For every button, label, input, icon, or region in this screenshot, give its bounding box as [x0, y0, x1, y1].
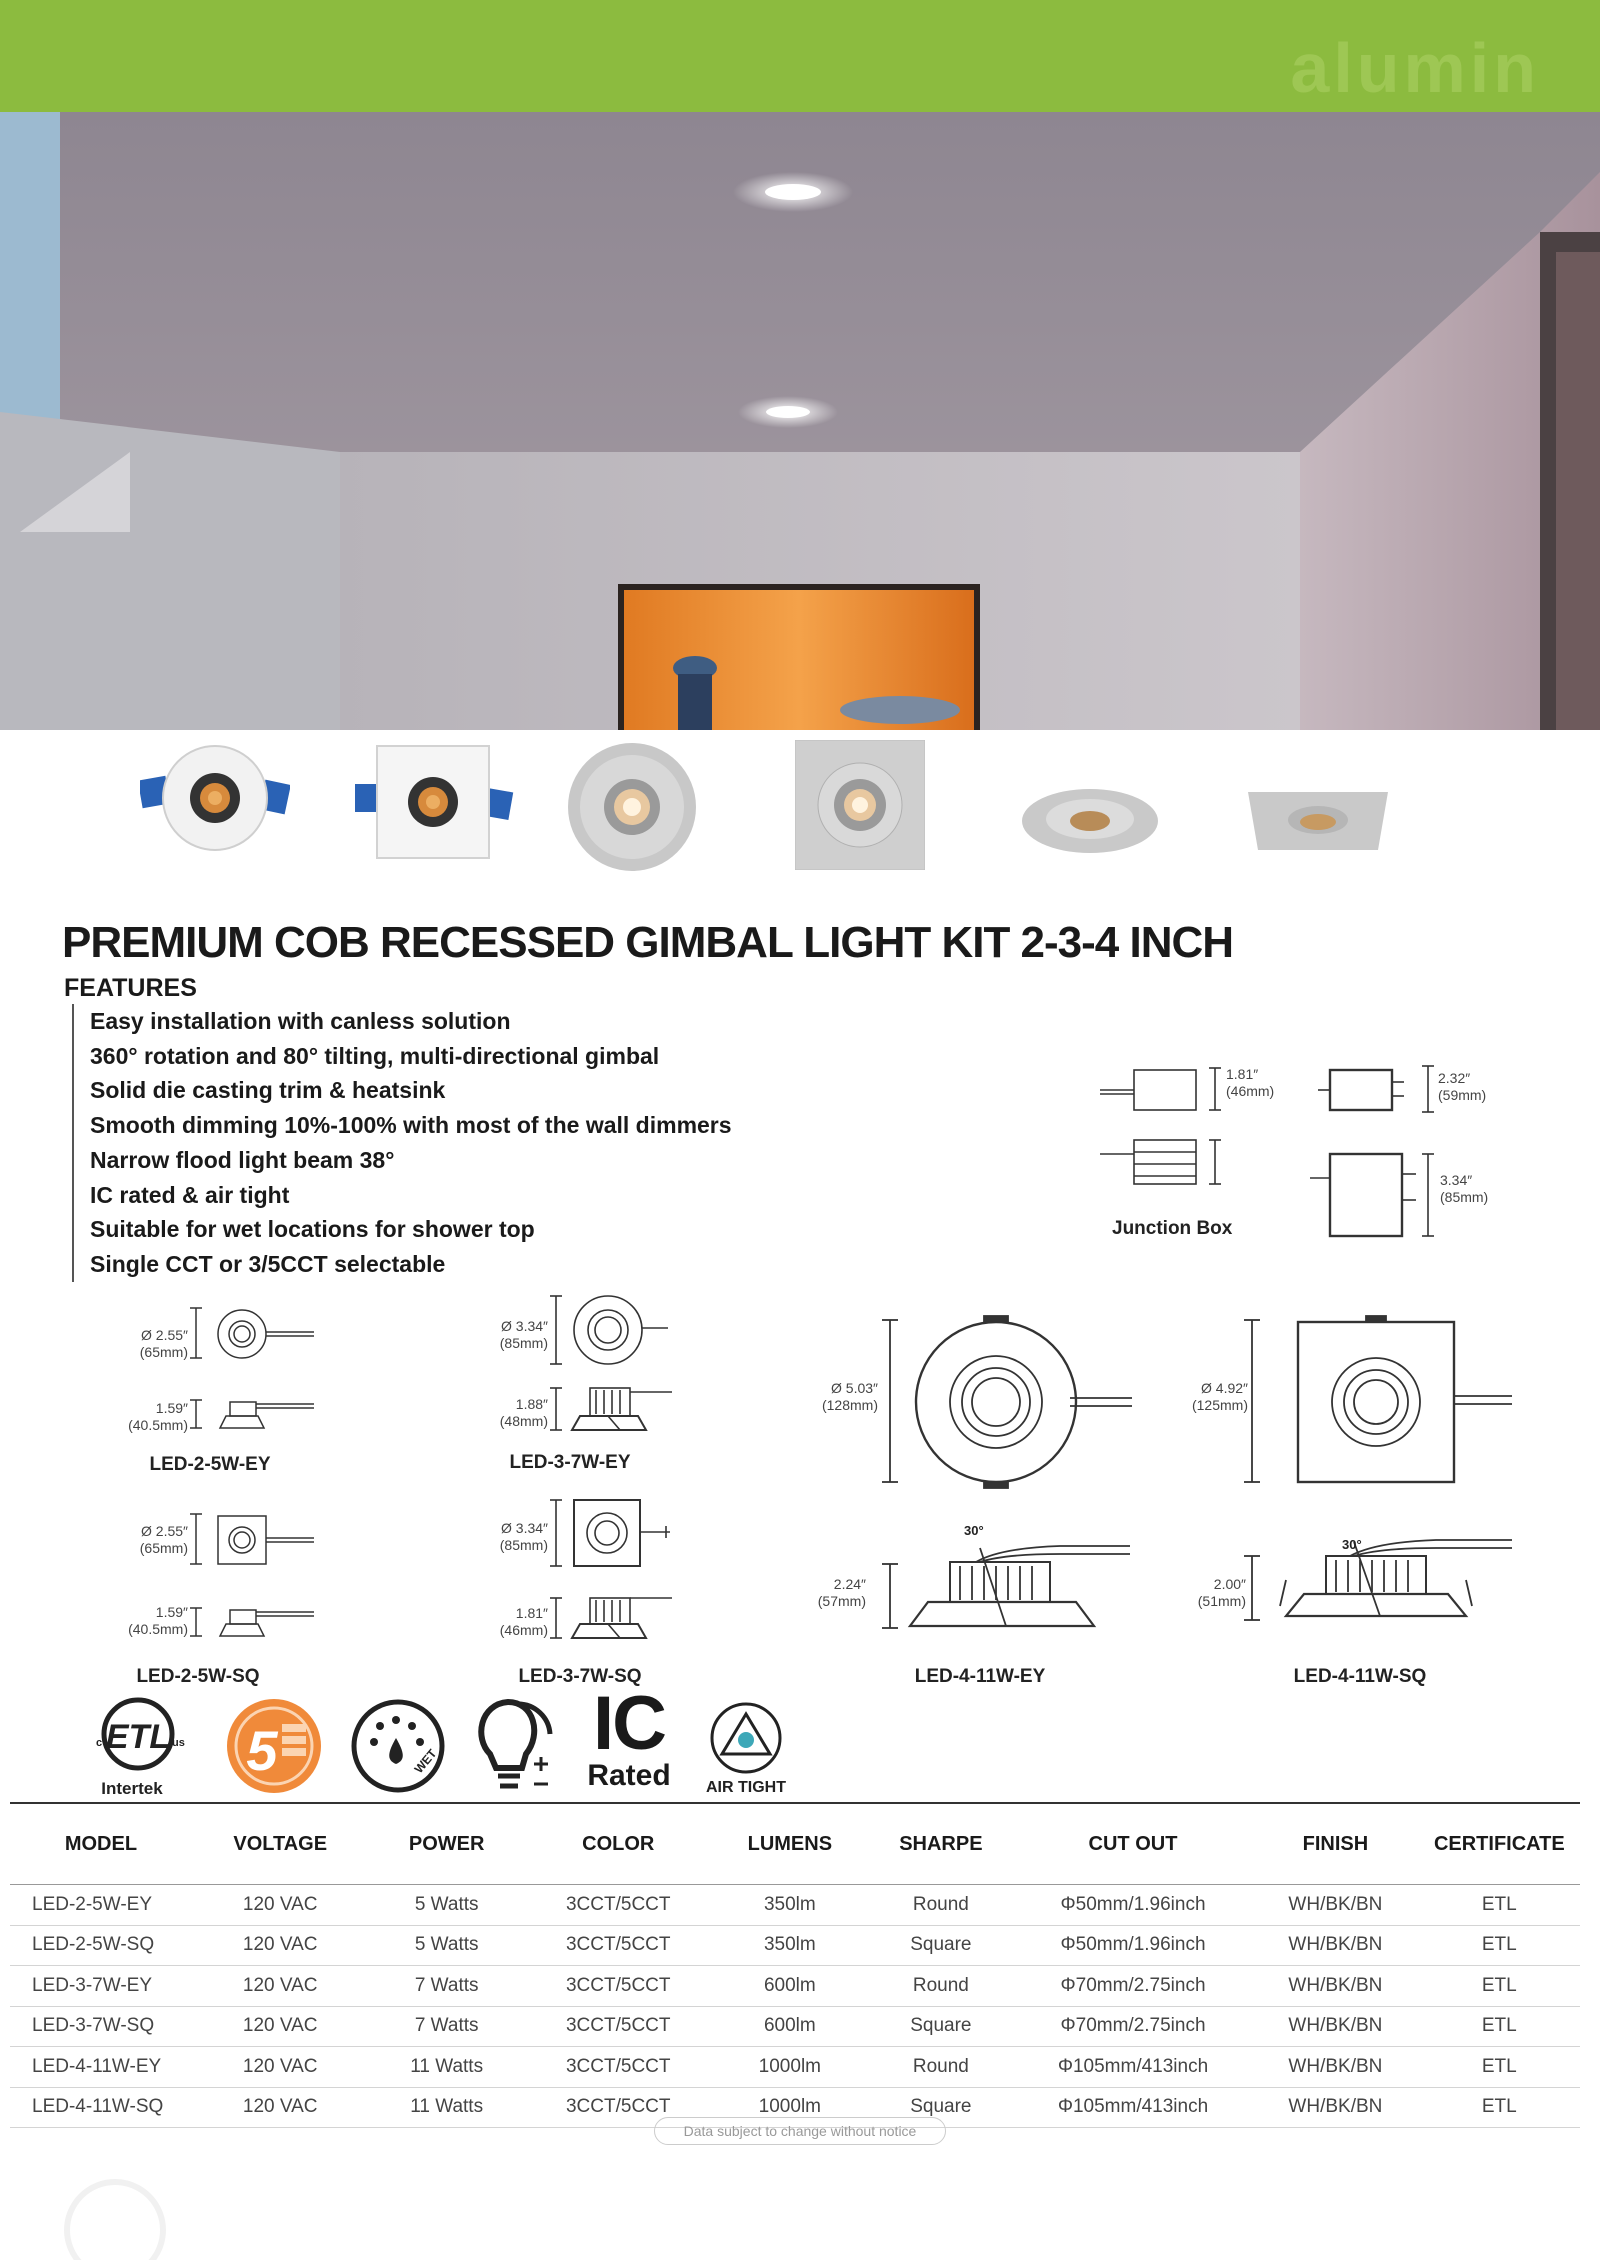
- jbox-dim-1: 1.81″ (46mm): [1226, 1066, 1275, 1099]
- column-header: MODEL: [10, 1803, 192, 1885]
- cell: Φ50mm/1.96inch: [1014, 1925, 1252, 1966]
- column-header: POWER: [369, 1803, 525, 1885]
- wet-location-icon: [350, 1698, 446, 1794]
- cell: 1000lm: [712, 2087, 868, 2128]
- cell: 120 VAC: [192, 2087, 369, 2128]
- cell: 350lm: [712, 1925, 868, 1966]
- feature-item: Smooth dimming 10%-100% with most of the wall dimmers: [90, 1112, 732, 1139]
- table-header-row: [10, 1803, 1580, 1885]
- product-photo-round-tilted: [1020, 786, 1160, 856]
- room-illustration: [0, 112, 1600, 730]
- feature-item: IC rated & air tight: [90, 1181, 290, 1208]
- column-header: LUMENS: [712, 1803, 868, 1885]
- diagram-led-3-7w-ey: [550, 1292, 680, 1452]
- table-row: [10, 1925, 1580, 1966]
- ic-rated-icon: IC Rated: [587, 1681, 671, 1792]
- svg-text:c: c: [96, 1737, 103, 1749]
- diagram-led-3-7w-sq: [550, 1494, 680, 1654]
- cell: 120 VAC: [192, 2047, 369, 2088]
- jbox-dim-3: 3.34″ (85mm): [1440, 1172, 1489, 1205]
- table-row: [10, 2006, 1580, 2047]
- cell: 7 Watts: [369, 2006, 525, 2047]
- cell: Square: [868, 2006, 1014, 2047]
- cell: 3CCT/5CCT: [525, 1885, 712, 1926]
- cell: ETL: [1419, 1925, 1580, 1966]
- cell: WH/BK/BN: [1252, 1885, 1418, 1926]
- cell: ETL: [1419, 2006, 1580, 2047]
- svg-text:AIR TIGHT: AIR TIGHT: [706, 1779, 786, 1796]
- cell: ETL: [1419, 1885, 1580, 1926]
- tilt-angle-label: 30°: [1342, 1537, 1362, 1552]
- svg-text:Intertek: Intertek: [101, 1779, 163, 1798]
- dimmable-bulb-icon: [468, 1694, 558, 1798]
- brand-watermark: alumin: [1290, 29, 1540, 107]
- cell: WH/BK/BN: [1252, 1966, 1418, 2007]
- cell: LED-3-7W-EY: [10, 1966, 192, 2007]
- cell: LED-2-5W-SQ: [10, 1925, 192, 1966]
- cell: 120 VAC: [192, 1925, 369, 1966]
- model-label: LED-2-5W-SQ: [136, 1666, 260, 1687]
- cell: ETL: [1419, 1966, 1580, 2007]
- features-list: [72, 1004, 810, 1282]
- cell: Round: [868, 1885, 1014, 1926]
- column-header: VOLTAGE: [192, 1803, 369, 1885]
- etl-intertek-logo: [88, 1694, 188, 1798]
- cell: 600lm: [712, 1966, 868, 2007]
- model-label: LED-3-7W-SQ: [518, 1666, 642, 1687]
- cell: 3CCT/5CCT: [525, 2006, 712, 2047]
- feature-item: Single CCT or 3/5CCT selectable: [90, 1250, 446, 1277]
- cell: 120 VAC: [192, 2006, 369, 2047]
- certification-icons: [0, 1681, 800, 1800]
- dim-led-2-5w-sq-dia: Ø 2.55″ (65mm): [139, 1523, 188, 1556]
- cell: 3CCT/5CCT: [525, 1925, 712, 1966]
- cell: ETL: [1419, 2087, 1580, 2128]
- diagram-led-2-5w-ey: [190, 1300, 320, 1450]
- column-header: SHARPE: [868, 1803, 1014, 1885]
- dim-led-4-11w-sq-dia: Ø 4.92″ (125mm): [1191, 1380, 1248, 1413]
- model-label: LED-4-11W-EY: [914, 1666, 1046, 1687]
- product-photo-round-grey: [565, 740, 700, 875]
- column-header: COLOR: [525, 1803, 712, 1885]
- dim-led-4-11w-ey-h: 2.24″ (57mm): [817, 1576, 866, 1609]
- cct-selectable-icon: [224, 1696, 324, 1796]
- air-tight-icon: [706, 1700, 796, 1796]
- cell: 5 Watts: [369, 1925, 525, 1966]
- diagram-led-4-11w-sq: [1240, 1310, 1520, 1630]
- cell: Φ105mm/413inch: [1014, 2087, 1252, 2128]
- cell: LED-3-7W-SQ: [10, 2006, 192, 2047]
- watermark-circle: [60, 2170, 170, 2260]
- cell: Φ50mm/1.96inch: [1014, 1885, 1252, 1926]
- spec-table: [10, 1802, 1580, 2128]
- cell: 120 VAC: [192, 1966, 369, 2007]
- cell: WH/BK/BN: [1252, 2006, 1418, 2047]
- cell: Round: [868, 1966, 1014, 2007]
- cell: Square: [868, 1925, 1014, 1966]
- dim-led-2-5w-sq-h: 1.59″ (40.5mm): [128, 1604, 188, 1637]
- model-label: LED-3-7W-EY: [509, 1452, 631, 1473]
- cell: 7 Watts: [369, 1966, 525, 2007]
- feature-item: 360° rotation and 80° tilting, multi-directional gimbal: [90, 1042, 660, 1069]
- hero-image: [0, 112, 1600, 730]
- feature-item: Narrow flood light beam 38°: [90, 1146, 395, 1173]
- product-photos: [0, 740, 1600, 900]
- column-header: FINISH: [1252, 1803, 1418, 1885]
- product-photo-square-tilted: [1240, 786, 1390, 856]
- dim-led-3-7w-sq-dia: Ø 3.34″ (85mm): [499, 1520, 548, 1553]
- feature-item: Suitable for wet locations for shower top: [90, 1216, 535, 1243]
- dim-led-2-5w-ey-dia: Ø 2.55″ (65mm): [139, 1327, 188, 1360]
- dim-led-4-11w-ey-dia: Ø 5.03″ (128mm): [821, 1380, 878, 1413]
- cell: 3CCT/5CCT: [525, 1966, 712, 2007]
- jbox-dim-2: 2.32″ (59mm): [1438, 1070, 1487, 1103]
- cell: 5 Watts: [369, 1885, 525, 1926]
- dim-led-2-5w-ey-h: 1.59″ (40.5mm): [128, 1400, 188, 1433]
- table-row: [10, 2047, 1580, 2088]
- cell: WH/BK/BN: [1252, 1925, 1418, 1966]
- dim-led-3-7w-ey-dia: Ø 3.34″ (85mm): [499, 1318, 548, 1351]
- cell: Round: [868, 2047, 1014, 2088]
- disclaimer-notice: Data subject to change without notice: [654, 2117, 946, 2145]
- dim-led-4-11w-sq-h: 2.00″ (51mm): [1197, 1576, 1246, 1609]
- features-heading: FEATURES: [64, 974, 197, 1002]
- diagram-led-2-5w-sq: [190, 1506, 320, 1656]
- svg-text:ETL: ETL: [105, 1718, 171, 1756]
- top-banner: [0, 0, 1600, 112]
- svg-text:us: us: [172, 1737, 185, 1749]
- cell: LED-2-5W-EY: [10, 1885, 192, 1926]
- cell: 11 Watts: [369, 2087, 525, 2128]
- cell: ETL: [1419, 2047, 1580, 2088]
- model-label: LED-2-5W-EY: [149, 1454, 271, 1475]
- cell: 11 Watts: [369, 2047, 525, 2088]
- cell: LED-4-11W-SQ: [10, 2087, 192, 2128]
- tilt-angle-label: 30°: [964, 1523, 984, 1538]
- diagram-led-4-11w-ey: [880, 1310, 1140, 1630]
- cell: 1000lm: [712, 2047, 868, 2088]
- cell: Φ70mm/2.75inch: [1014, 1966, 1252, 2007]
- product-photo-square-white-small: [355, 740, 515, 865]
- junction-box-label: Junction Box: [1112, 1218, 1233, 1239]
- page-title: PREMIUM COB RECESSED GIMBAL LIGHT KIT 2-3-4 INCH: [62, 918, 1234, 967]
- feature-item: Easy installation with canless solution: [90, 1008, 511, 1034]
- svg-text:WET: WET: [411, 1746, 440, 1776]
- dim-led-3-7w-ey-h: 1.88″ (48mm): [499, 1396, 548, 1429]
- column-header: CUT OUT: [1014, 1803, 1252, 1885]
- cell: Square: [868, 2087, 1014, 2128]
- cell: 3CCT/5CCT: [525, 2047, 712, 2088]
- cell: WH/BK/BN: [1252, 2087, 1418, 2128]
- model-label: LED-4-11W-SQ: [1293, 1666, 1427, 1687]
- table-row: [10, 1966, 1580, 2007]
- feature-item: Solid die casting trim & heatsink: [90, 1077, 446, 1104]
- cell: 120 VAC: [192, 1885, 369, 1926]
- cell: 350lm: [712, 1885, 868, 1926]
- cell: Φ70mm/2.75inch: [1014, 2006, 1252, 2047]
- cell: 600lm: [712, 2006, 868, 2047]
- table-row: [10, 1885, 1580, 1926]
- column-header: CERTIFICATE: [1419, 1803, 1580, 1885]
- dim-led-3-7w-sq-h: 1.81″ (46mm): [499, 1605, 548, 1638]
- product-photo-round-white-small: [140, 740, 290, 860]
- svg-text:5: 5: [246, 1719, 278, 1782]
- cell: LED-4-11W-EY: [10, 2047, 192, 2088]
- cell: WH/BK/BN: [1252, 2047, 1418, 2088]
- cell: Φ105mm/413inch: [1014, 2047, 1252, 2088]
- cell: 3CCT/5CCT: [525, 2087, 712, 2128]
- product-photo-square-grey: [795, 740, 925, 870]
